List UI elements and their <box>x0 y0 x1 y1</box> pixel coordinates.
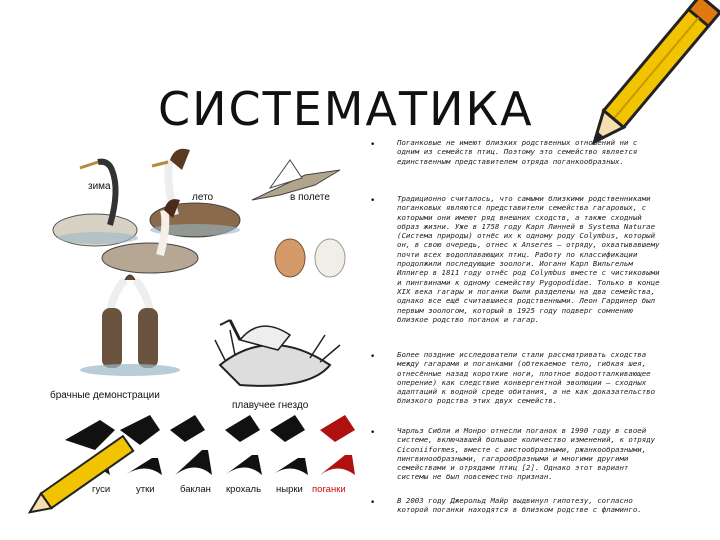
silhouette-label-highlight: поганки <box>312 484 346 495</box>
bullet-dot: • <box>370 498 376 508</box>
courtship-display-icon <box>80 275 180 376</box>
label-winter: зима <box>88 181 111 192</box>
bullet-dot: • <box>370 196 376 206</box>
bullet-dot: • <box>370 140 376 150</box>
silhouette-label: баклан <box>180 484 211 495</box>
egg-brown-icon <box>275 239 305 277</box>
silhouette-label: крохаль <box>226 484 262 495</box>
silhouette-label: утки <box>136 484 155 495</box>
silhouette-label: гуси <box>92 484 111 495</box>
bullet-text: Традиционно считалось, что самыми близкими родственниками поганковых являются представители семейства гагаровых, с которыми они имеют ряд внешних сходств, а также сходный образ жизни. Уже в 1758 году Карл Линней в Systema Naturae (Система природы) отнёс их к одному роду Colymbus, который он, в свою очередь, отнес к Anseres — отряду, охватывавшему почти всех водоплавающих птиц. Работу по классификации продолжили последующие зоологи. Иоганн Карл Вильгельм Иллигер в 1811 году отнёс род Colymbus вместе с чистиковыми и пингвинами к одному семейству Pygopodidae. Только в конце XIX века гагары и поганки были разделены на два семейства, однако все ещё считавшиеся родственными. Леон Гардинер был первым зоологом, который в 1925 году подверг сомнению близкое родство поганок и гагар. <box>397 194 660 324</box>
silhouette-label: нырки <box>276 484 303 495</box>
pencil-icon <box>28 430 138 520</box>
bullet-text: Более поздние исследователи стали рассматривать сходства между гагарами и поганками (обтекаемое тело, гибкая шея, отнесённые назад короткие ноги, плотное водоотталкивающее оперение) как следствие конвергентной эволюции — сходных адаптаций к водной среде обитания, а не как доказательство близкого родства этих двух семейств. <box>397 350 656 406</box>
bullet-text: Чарльз Сибли и Монро отнесли поганок в 1990 году в своей системе, включавшей большое количество изменений, к отряду Ciconiiformes, вместе с аистообразными, ржанкообразными, пингвинообразными, гагарообразными и многими другими семействами и отрядами птиц [2]. Однако этот вариант системы не был повсеместно признан. <box>397 426 656 482</box>
label-courtship: брачные демонстрации <box>50 390 160 401</box>
bullet-text: Поганковые не имеют близких родственных отношений ни с одним из семейств птиц. Поэтому это семейство является единственным представителем отряда поганкообразных. <box>397 138 638 166</box>
grebe-winter-icon <box>53 162 138 246</box>
label-flight: в полете <box>290 192 330 203</box>
bullet-dot: • <box>370 352 376 362</box>
floating-nest-icon <box>215 320 340 386</box>
slide-title: СИСТЕМАТИКА <box>158 82 534 136</box>
egg-white-icon <box>315 239 345 277</box>
bullet-dot: • <box>370 428 376 438</box>
label-nest: плавучее гнездо <box>232 400 309 411</box>
pencil-icon <box>565 0 720 160</box>
label-summer: лето <box>192 192 214 203</box>
bullet-text: В 2003 году Джерольд Майр выдвинул гипотезу, согласно которой поганки находятся в близком родстве с фламинго. <box>397 496 642 515</box>
